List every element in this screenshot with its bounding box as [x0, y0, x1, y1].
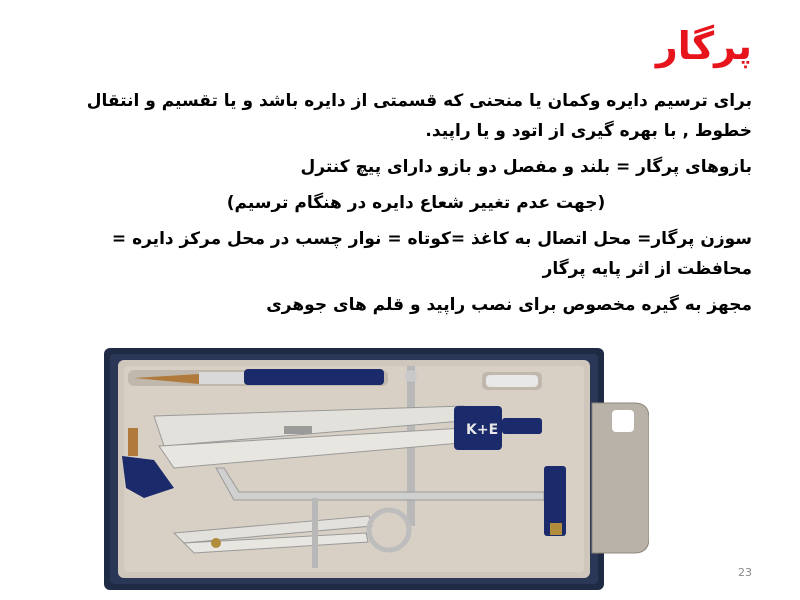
paragraph-arms: بازوهای پرگار = بلند و مفصل دو بازو دارای پیچ کنترل — [300, 157, 752, 177]
paragraph-needle: سوزن پرگار= محل اتصال به کاغذ =کوتاه = نوار چسب در محل مرکز دایره = محافظت از اثر پایه پرگار — [111, 229, 752, 279]
slide-title: پرگار — [655, 24, 752, 68]
page-number: 23 — [738, 566, 752, 579]
compass-set-photo-icon — [104, 348, 649, 590]
paragraph-arms-note: (جهت عدم تغییر شعاع دایره در هنگام ترسیم) — [226, 193, 606, 213]
slide-body — [40, 86, 752, 326]
logo-text: K+E — [466, 422, 499, 438]
paragraph-purpose: برای ترسیم دایره وکمان یا منحنی که قسمتی از دایره باشد و یا تقسیم و انتقال خطوط , با بهره گیری از اتود و یا راپید. — [86, 91, 752, 141]
paragraph-clamp: مجهز به گیره مخصوص برای نصب راپید و قلم های جوهری — [266, 295, 752, 315]
